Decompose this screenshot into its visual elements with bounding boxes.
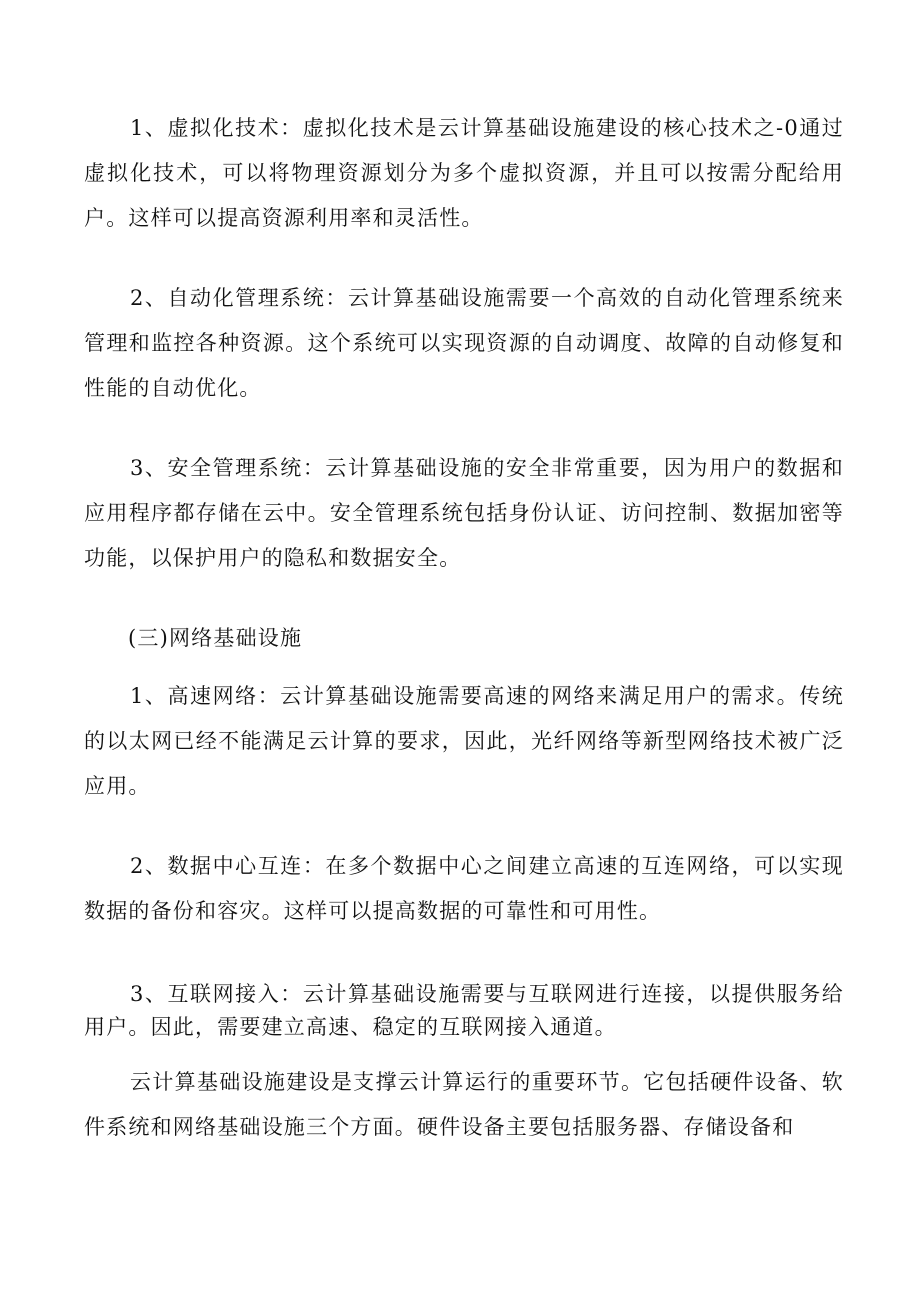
- paragraph-summary: 云计算基础设施建设是支撑云计算运行的重要环节。它包括硬件设备、软件系统和网络基础设施三个方面。硬件设备主要包括服务器、存储设备和: [84, 1070, 844, 1139]
- paragraph-datacenter-interconnect: 2、数据中心互连：在多个数据中心之间建立高速的互连网络，可以实现数据的备份和容灾。这样可以提高数据的可靠性和可用性。: [84, 854, 844, 923]
- paragraph-automation-management: 2、自动化管理系统：云计算基础设施需要一个高效的自动化管理系统来管理和监控各种资源。这个系统可以实现资源的自动调度、故障的自动修复和性能的自动优化。: [84, 286, 844, 400]
- paragraph-virtualization: 1、虚拟化技术：虚拟化技术是云计算基础设施建设的核心技术之-0通过虚拟化技术，可以将物理资源划分为多个虚拟资源，并且可以按需分配给用户。这样可以提高资源利用率和灵活性。: [84, 116, 844, 230]
- paragraph-security-management: 3、安全管理系统：云计算基础设施的安全非常重要，因为用户的数据和应用程序都存储在云中。安全管理系统包括身份认证、访问控制、数据加密等功能，以保护用户的隐私和数据安全。: [84, 456, 844, 570]
- paragraph-internet-access: 3、互联网接入：云计算基础设施需要与互联网进行连接，以提供服务给用户。因此，需要建立高速、稳定的互联网接入通道。: [84, 982, 844, 1039]
- paragraph-high-speed-network: 1、高速网络：云计算基础设施需要高速的网络来满足用户的需求。传统的以太网已经不能满足云计算的要求，因此，光纤网络等新型网络技术被广泛应用。: [84, 684, 844, 798]
- section-heading-network-infrastructure: (三)网络基础设施: [128, 626, 303, 650]
